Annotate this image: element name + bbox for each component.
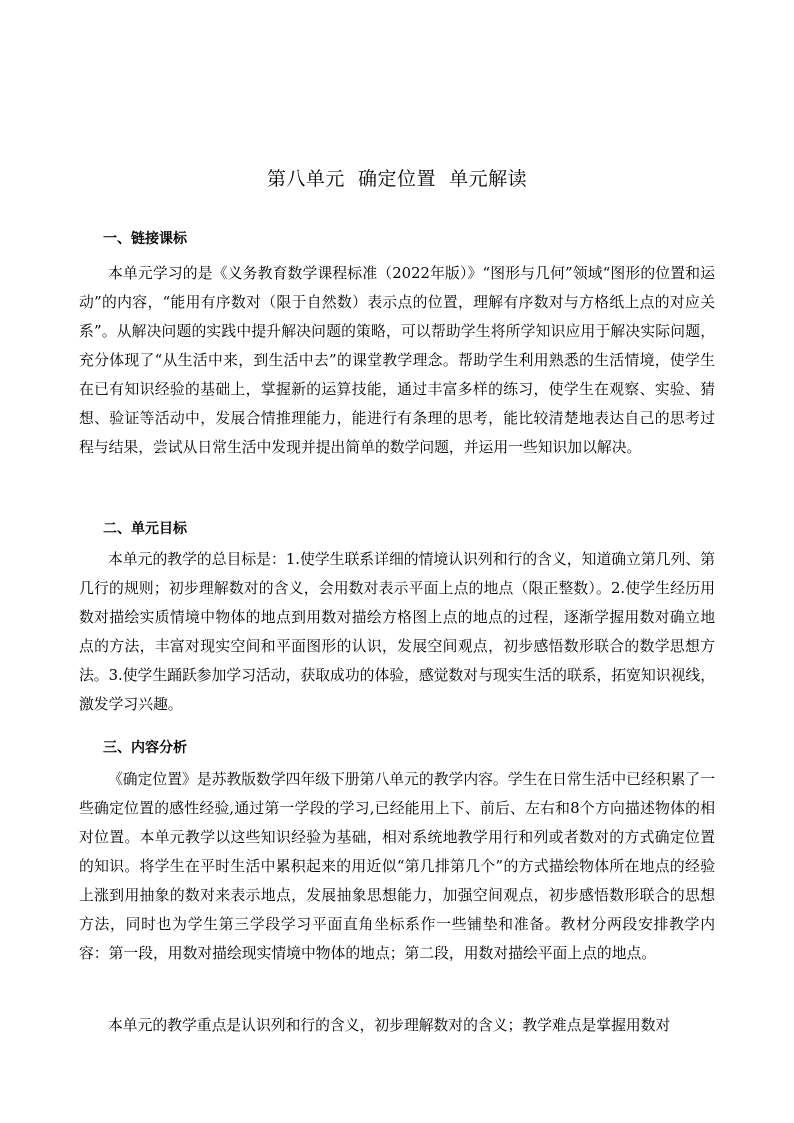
document-title: 第八单元 确定位置 单元解读 xyxy=(266,168,528,190)
paragraph-unit-goals: 本单元的教学的总目标是：1.使学生联系详细的情境认识列和行的含义，知道确立第几列、第几行的规则；初步理解数对的含义，会用数对表示平面上点的地点（限正整数）。2.使学生经历用数对描绘实质情境中物体的地点到用数对描绘方格图上点的地点的过程，逐渐学握用数对确立地点的方法，丰富对现实空间和平面图形的认识，发展空间观点，初步感悟数形联合的数学思想方法。3.使学生踊跃参加学习活动，获取成功的体验，感觉数对与现实生活的联系，拓宽知识视线，激发学习兴趣。 xyxy=(79,551,715,713)
paragraph-content-analysis: 《确定位置》是苏教版数学四年级下册第八单元的教学内容。学生在日常生活中已经积累了一些确定位置的感性经验,通过第一学段的学习,已经能用上下、前后、左右和8个方向描述物体的相对位置。本单元教学以这些知识经验为基础，相对系统地教学用行和列或者数对的方式确定位置的知识。将学生在平时生活中累积起来的用近似“第几排第几个”的方式描绘物体所在地点的经验上涨到用抽象的数对来表示地点，发展抽象思想能力，加强空间观点，初步感悟数形联合的思想方法，同时也为学生第三学段学习平面直角坐标系作一些铺垫和准备。教材分两段安排教学内容：第一段，用数对描绘现实情境中物体的地点；第二段，用数对描绘平面上点的地点。 xyxy=(79,771,715,962)
paragraph-curriculum-link: 本单元学习的是《义务教育数学课程标准（2022年版）》“图形与几何”领域“图形的位置和运动”的内容，“能用有序数对（限于自然数）表示点的位置，理解有序数对与方格纸上点的对应关系”。从解决问题的实践中提升解决问题的策略，可以帮助学生将所学知识应用于解决实际问题，充分体现了“从生活中来，到生活中去”的课堂教学理念。帮助学生利用熟悉的生活情境，使学生在已有知识经验的基础上，掌握新的运算技能，通过丰富多样的练习，使学生在观察、实验、猜想、验证等活动中，发展合情推理能力，能进行有条理的思考，能比较清楚地表达自己的思考过程与结果，尝试从日常生活中发现并提出简单的数学问题，并运用一些知识加以解决。 xyxy=(79,265,715,456)
section-heading-content-analysis: 三、内容分析 xyxy=(103,740,187,756)
section-heading-unit-goals: 二、单元目标 xyxy=(103,521,187,537)
paragraph-key-points: 本单元的教学重点是认识列和行的含义，初步理解数对的含义；教学难点是掌握用数对 xyxy=(108,1017,671,1034)
section-heading-curriculum-link: 一、链接课标 xyxy=(103,231,187,247)
